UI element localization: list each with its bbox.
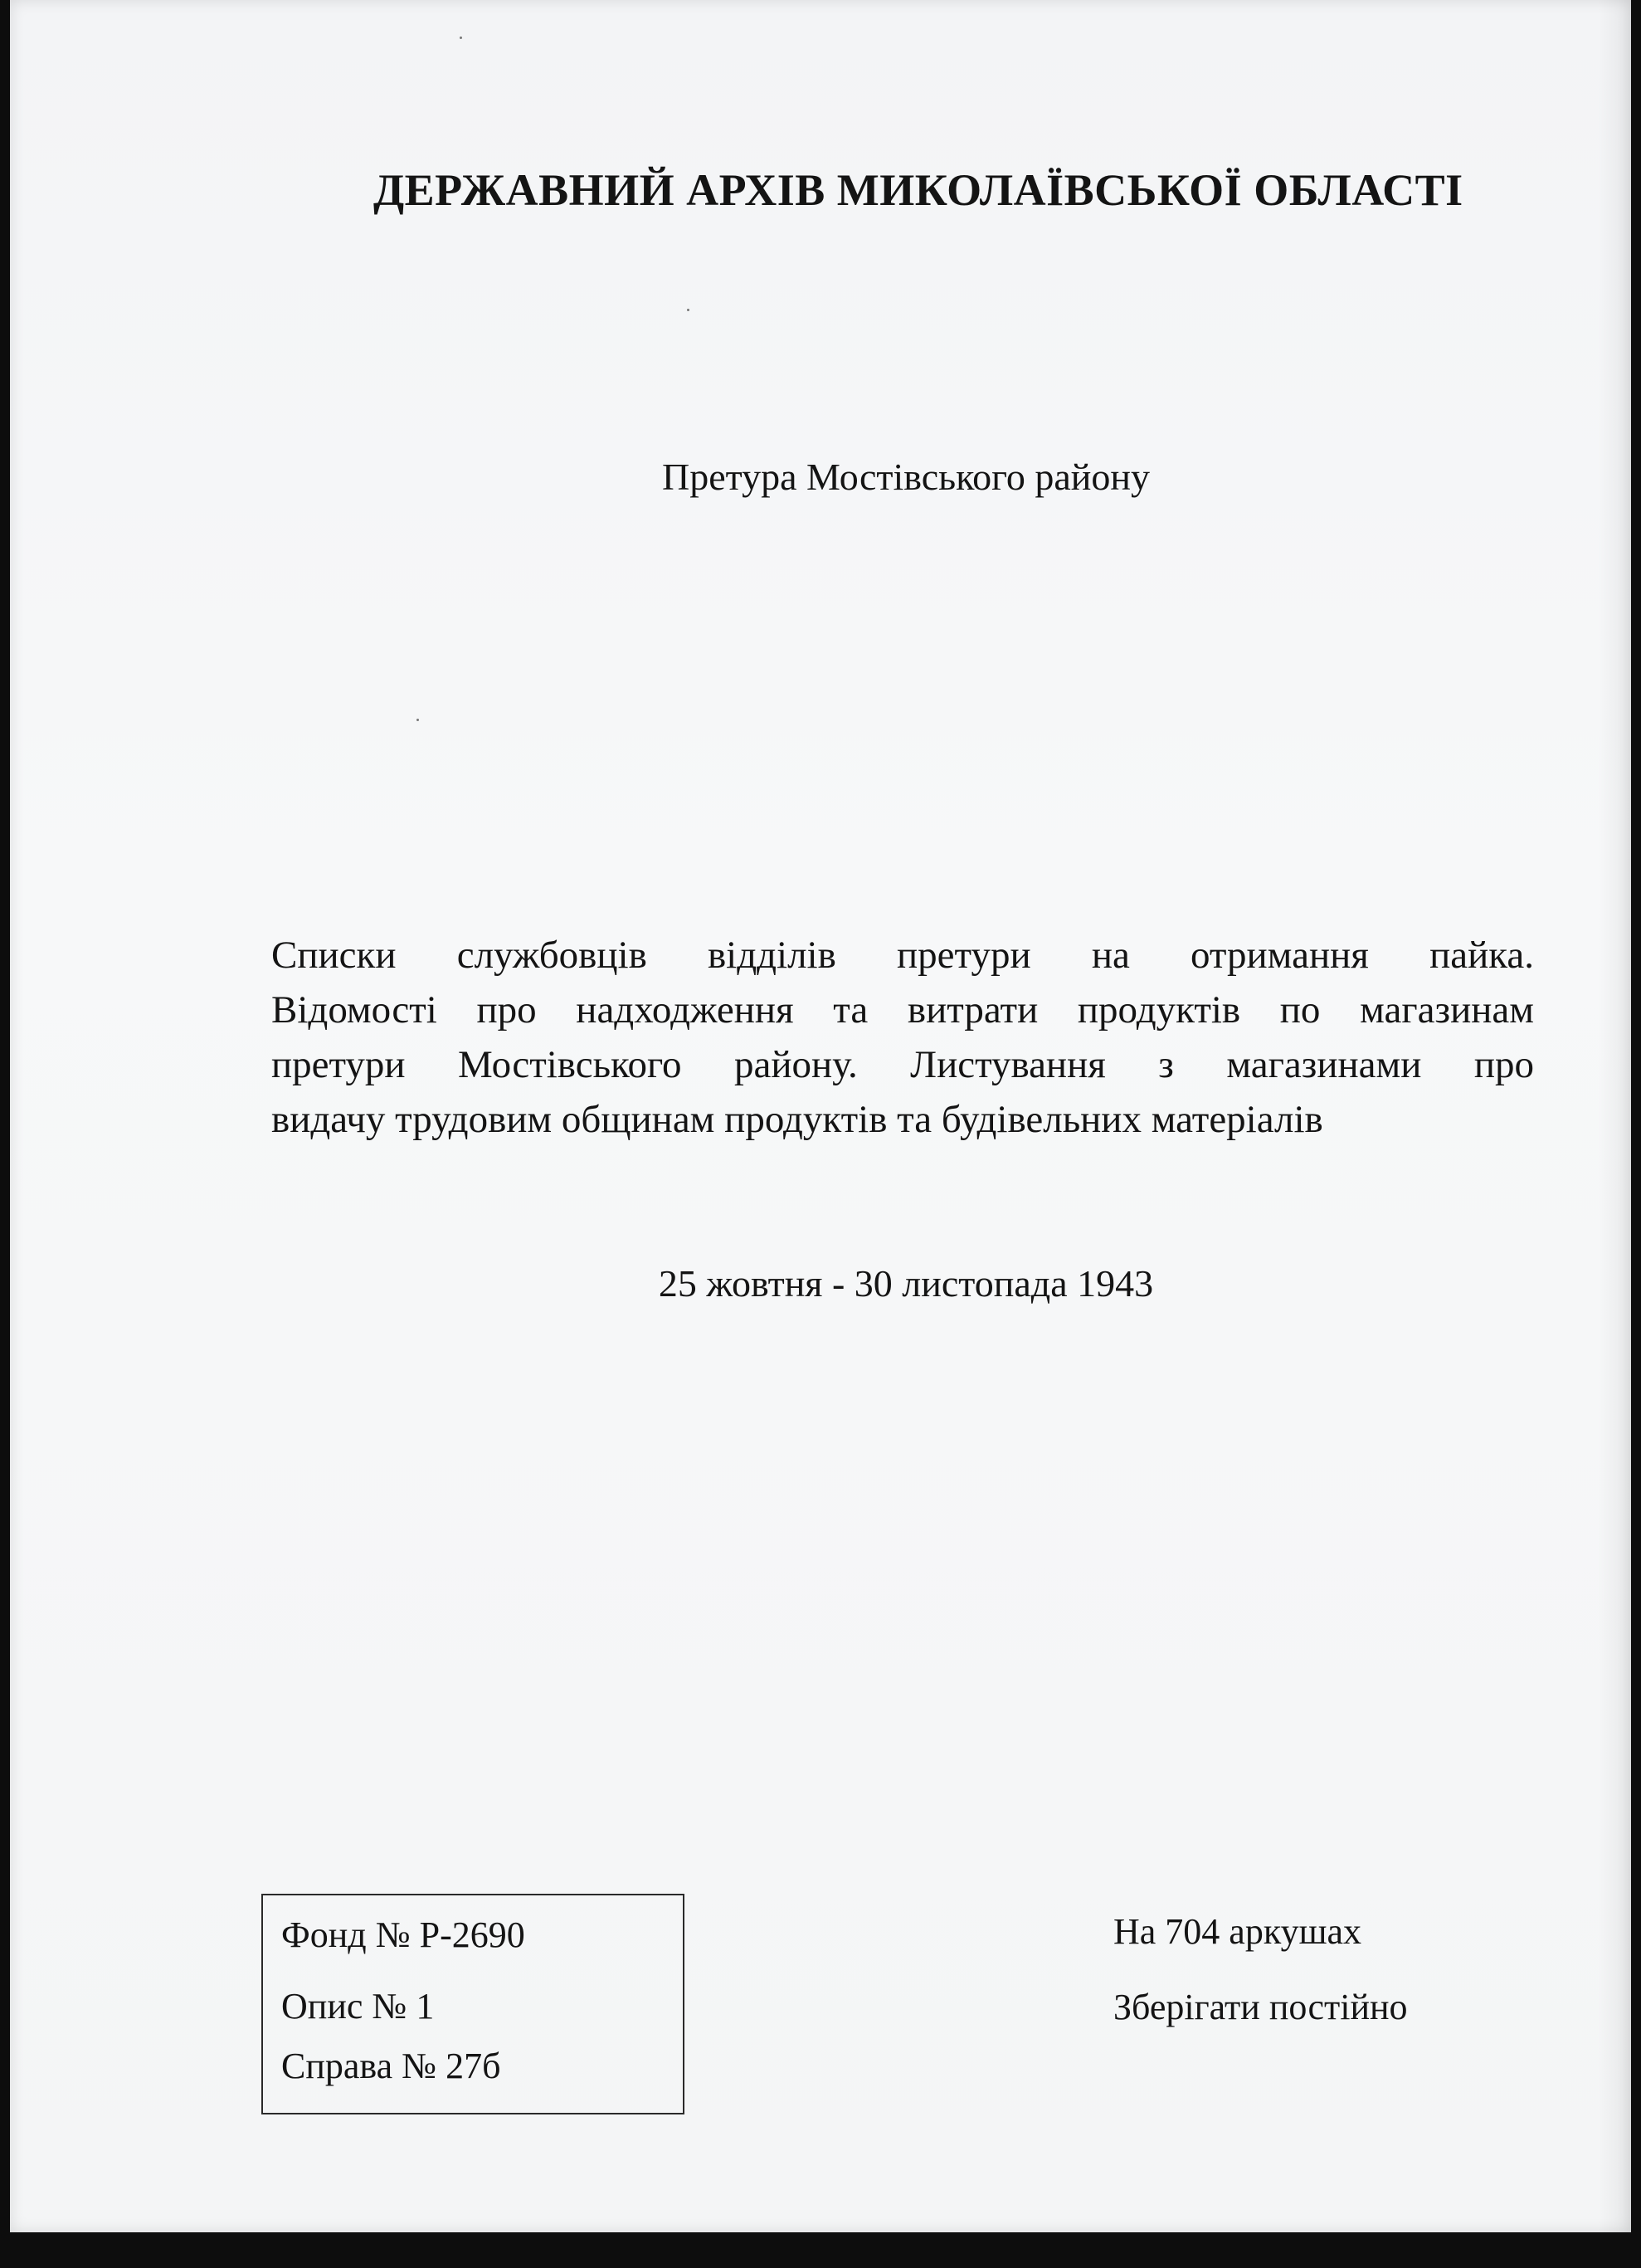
description-line: видачу трудовим общинам продуктів та будівельних матеріалів xyxy=(271,1098,1323,1141)
archive-reference-box xyxy=(261,1894,684,2114)
sprava-number: Справа № 27б xyxy=(281,2046,501,2086)
document-sheet xyxy=(10,0,1631,2232)
sheet-count: На 704 аркушах xyxy=(1113,1911,1361,1952)
retention-note: Зберігати постійно xyxy=(1113,1987,1408,2027)
fond-number: Фонд № Р-2690 xyxy=(281,1914,525,1955)
paper-speck xyxy=(416,719,419,721)
description-line: Відомості про надходження та витрати продуктів по магазинам xyxy=(271,988,1534,1032)
archive-title: ДЕРЖАВНИЙ АРХІВ МИКОЛАЇВСЬКОЇ ОБЛАСТІ xyxy=(373,165,1463,215)
institution-name: Претура Мостівського району xyxy=(662,456,1150,498)
file-description xyxy=(271,928,1534,1147)
description-line: Списки службовців відділів претури на отримання пайка. xyxy=(271,934,1534,977)
opys-number: Опис № 1 xyxy=(281,1986,435,2027)
sheet-edge-shadow xyxy=(1598,0,1631,2232)
paper-speck xyxy=(460,37,462,39)
description-line: претури Мостівського району. Листування з магазинами про xyxy=(271,1043,1534,1086)
paper-speck xyxy=(687,309,689,311)
date-range: 25 жовтня - 30 листопада 1943 xyxy=(658,1262,1154,1305)
